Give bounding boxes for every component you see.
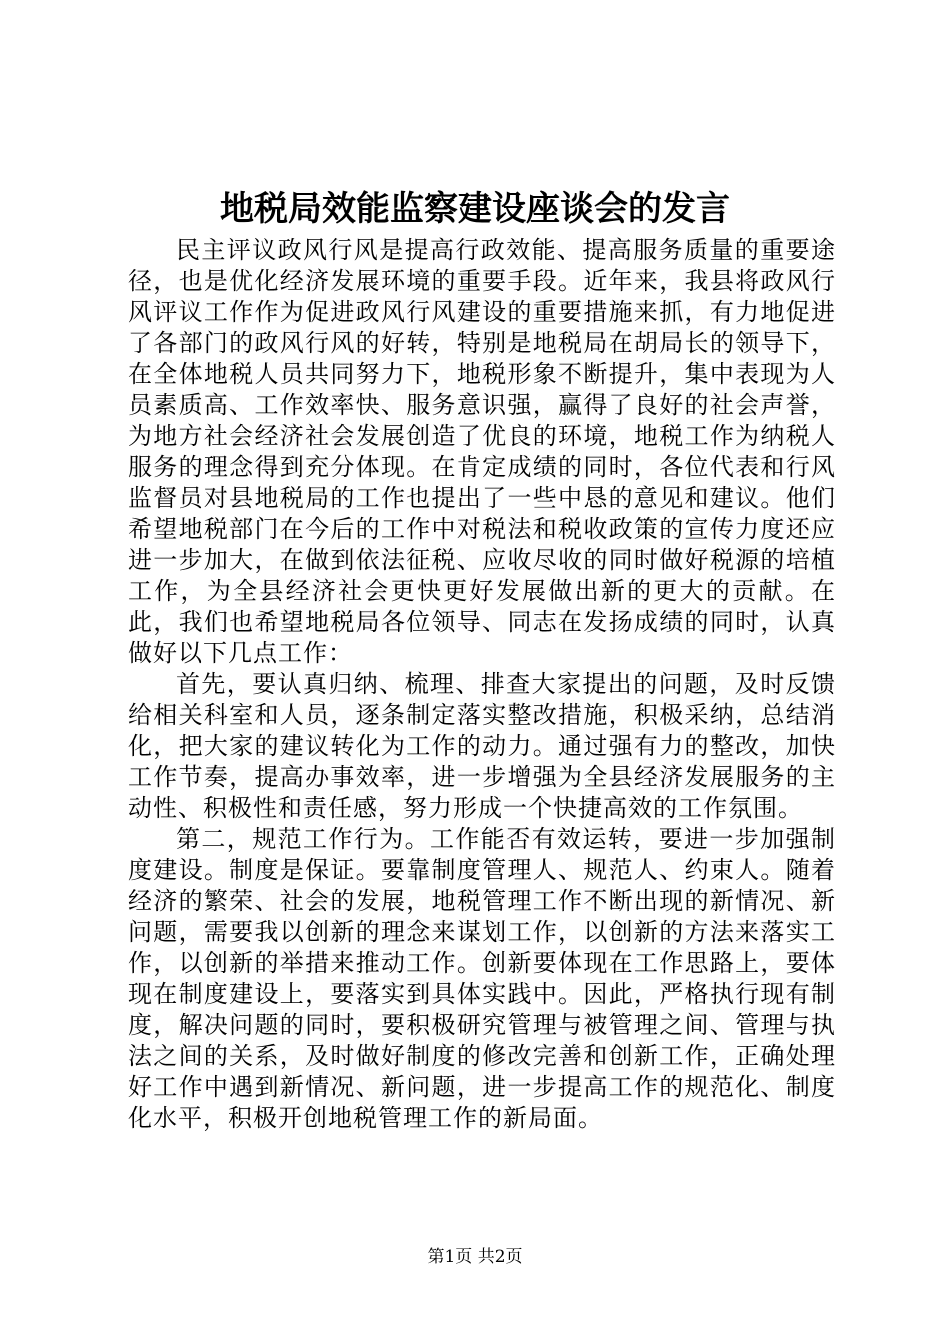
document-body: [128, 235, 836, 1134]
paragraph-first-point: 首先，要认真归纳、梳理、排查大家提出的问题，及时反馈给相关科室和人员，逐条制定落实整改措施，积极采纳，总结消化，把大家的建议转化为工作的动力。通过强有力的整改，加快工作节奏，提高办事效率，进一步增强为全县经济发展服务的主动性、积极性和责任感，努力形成一个快捷高效的工作氛围。: [128, 670, 836, 822]
paragraph-intro: 民主评议政风行风是提高行政效能、提高服务质量的重要途径，也是优化经济发展环境的重要手段。近年来，我县将政风行风评议工作作为促进政风行风建设的重要措施来抓，有力地促进了各部门的政风行风的好转，特别是地税局在胡局长的领导下，在全体地税人员共同努力下，地税形象不断提升，集中表现为人员素质高、工作效率快、服务意识强，赢得了良好的社会声誉，为地方社会经济社会发展创造了优良的环境，地税工作为纳税人服务的理念得到充分体现。在肯定成绩的同时，各位代表和行风监督员对县地税局的工作也提出了一些中恳的意见和建议。他们希望地税部门在今后的工作中对税法和税收政策的宣传力度还应进一步加大，在做到依法征税、应收尽收的同时做好税源的培植工作，为全县经济社会更快更好发展做出新的更大的贡献。在此，我们也希望地税局各位领导、同志在发扬成绩的同时，认真做好以下几点工作：: [128, 236, 836, 667]
paragraph-second-point: 第二，规范工作行为。工作能否有效运转，要进一步加强制度建设。制度是保证。要靠制度管理人、规范人、约束人。随着经济的繁荣、社会的发展，地税管理工作不断出现的新情况、新问题，需要我以创新的理念来谋划工作，以创新的方法来落实工作，以创新的举措来推动工作。创新要体现在工作思路上，要体现在制度建设上，要落实到具体实践中。因此，严格执行现有制度，解决问题的同时，要积极研究管理与被管理之间、管理与执法之间的关系，及时做好制度的修改完善和创新工作，正确处理好工作中遇到新情况、新问题，进一步提高工作的规范化、制度化水平，积极开创地税管理工作的新局面。: [128, 825, 836, 1132]
document-title: 地税局效能监察建设座谈会的发言: [220, 189, 730, 229]
page-number-footer: 第1页 共2页: [427, 1247, 523, 1267]
